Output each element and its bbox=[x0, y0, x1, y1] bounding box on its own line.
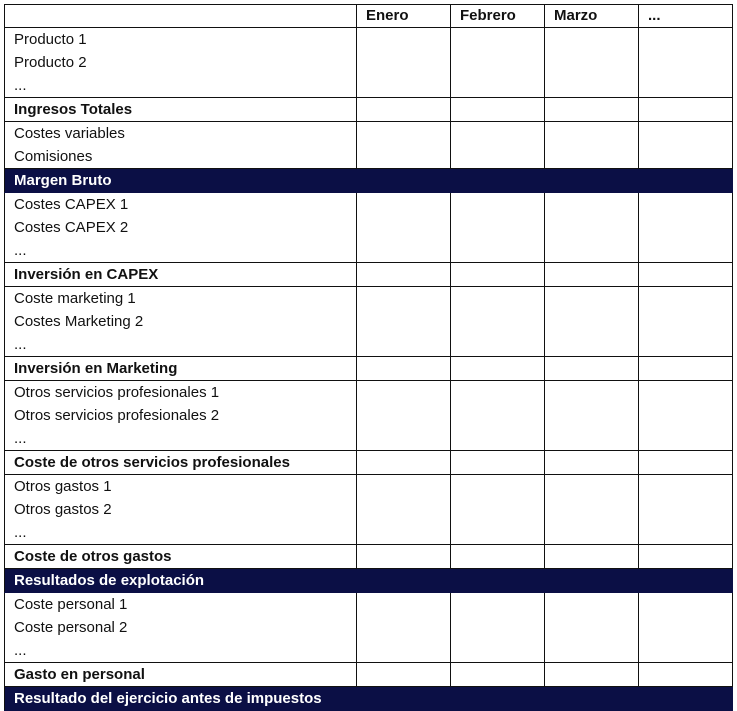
band-row-resultado-antes-impuestos bbox=[5, 687, 733, 711]
line-item: Coste personal 2 bbox=[14, 619, 128, 636]
label-cell bbox=[5, 193, 357, 263]
value-cell-febrero[interactable] bbox=[451, 381, 545, 451]
line-item: Otros gastos 2 bbox=[14, 501, 112, 518]
value-cell-marzo[interactable] bbox=[545, 545, 639, 569]
value-cell-enero[interactable] bbox=[357, 687, 451, 711]
value-cell-marzo[interactable] bbox=[545, 28, 639, 98]
value-cell-marzo[interactable] bbox=[545, 451, 639, 475]
detail-row-variable-costs bbox=[5, 122, 733, 169]
line-item-ellipsis: ... bbox=[14, 336, 27, 353]
label-cell bbox=[5, 687, 357, 711]
total-label: Inversión en Marketing bbox=[14, 360, 178, 377]
label-cell bbox=[5, 663, 357, 687]
label-cell bbox=[5, 545, 357, 569]
value-cell-febrero[interactable] bbox=[451, 287, 545, 357]
value-cell-marzo[interactable] bbox=[545, 357, 639, 381]
line-item: Coste marketing 1 bbox=[14, 290, 136, 307]
header-month-enero: Enero bbox=[357, 5, 451, 28]
value-cell-marzo[interactable] bbox=[545, 169, 639, 193]
label-cell bbox=[5, 569, 357, 593]
value-cell-febrero[interactable] bbox=[451, 169, 545, 193]
label-cell bbox=[5, 475, 357, 545]
header-month-marzo: Marzo bbox=[545, 5, 639, 28]
total-label: Coste de otros servicios profesionales bbox=[14, 454, 290, 471]
label-cell bbox=[5, 98, 357, 122]
line-item: Otros servicios profesionales 1 bbox=[14, 384, 220, 401]
band-label: Resultados de explotación bbox=[14, 572, 205, 589]
value-cell-enero[interactable] bbox=[357, 381, 451, 451]
detail-row-marketing bbox=[5, 287, 733, 357]
value-cell-more[interactable] bbox=[639, 357, 733, 381]
value-cell-more[interactable] bbox=[639, 287, 733, 357]
total-label: Coste de otros gastos bbox=[14, 548, 172, 565]
total-row-professional-services bbox=[5, 451, 733, 475]
value-cell-marzo[interactable] bbox=[545, 569, 639, 593]
total-row-personnel bbox=[5, 663, 733, 687]
value-cell-febrero[interactable] bbox=[451, 687, 545, 711]
value-cell-more[interactable] bbox=[639, 28, 733, 98]
value-cell-more[interactable] bbox=[639, 475, 733, 545]
value-cell-febrero[interactable] bbox=[451, 98, 545, 122]
value-cell-marzo[interactable] bbox=[545, 475, 639, 545]
label-cell bbox=[5, 451, 357, 475]
label-cell bbox=[5, 381, 357, 451]
header-label-cell bbox=[5, 5, 357, 28]
line-item-ellipsis: ... bbox=[14, 77, 27, 94]
line-item: Coste personal 1 bbox=[14, 596, 128, 613]
detail-row-products bbox=[5, 28, 733, 98]
value-cell-marzo[interactable] bbox=[545, 98, 639, 122]
value-cell-febrero[interactable] bbox=[451, 357, 545, 381]
header-month-more: ... bbox=[639, 5, 733, 28]
value-cell-enero[interactable] bbox=[357, 28, 451, 98]
value-cell-enero[interactable] bbox=[357, 663, 451, 687]
value-cell-enero[interactable] bbox=[357, 122, 451, 169]
value-cell-febrero[interactable] bbox=[451, 451, 545, 475]
value-cell-marzo[interactable] bbox=[545, 663, 639, 687]
value-cell-marzo[interactable] bbox=[545, 381, 639, 451]
line-item: Comisiones bbox=[14, 148, 93, 165]
band-label: Margen Bruto bbox=[14, 172, 112, 189]
line-item: Otros servicios profesionales 2 bbox=[14, 407, 220, 424]
value-cell-febrero[interactable] bbox=[451, 193, 545, 263]
band-label: Resultado del ejercicio antes de impuestos bbox=[14, 690, 322, 707]
line-item-ellipsis: ... bbox=[14, 242, 27, 259]
value-cell-more[interactable] bbox=[639, 263, 733, 287]
value-cell-more[interactable] bbox=[639, 593, 733, 663]
value-cell-enero[interactable] bbox=[357, 475, 451, 545]
label-cell bbox=[5, 287, 357, 357]
line-item-ellipsis: ... bbox=[14, 642, 27, 659]
value-cell-febrero[interactable] bbox=[451, 475, 545, 545]
value-cell-enero[interactable] bbox=[357, 287, 451, 357]
profit-and-loss-table bbox=[4, 4, 733, 711]
value-cell-more[interactable] bbox=[639, 663, 733, 687]
detail-row-capex bbox=[5, 193, 733, 263]
detail-row-other-expenses bbox=[5, 475, 733, 545]
total-label: Ingresos Totales bbox=[14, 101, 133, 118]
value-cell-more[interactable] bbox=[639, 381, 733, 451]
detail-row-personnel bbox=[5, 593, 733, 663]
value-cell-marzo[interactable] bbox=[545, 263, 639, 287]
line-item: Costes CAPEX 2 bbox=[14, 219, 129, 236]
value-cell-enero[interactable] bbox=[357, 169, 451, 193]
value-cell-enero[interactable] bbox=[357, 193, 451, 263]
total-row-marketing bbox=[5, 357, 733, 381]
value-cell-enero[interactable] bbox=[357, 569, 451, 593]
value-cell-enero[interactable] bbox=[357, 98, 451, 122]
value-cell-febrero[interactable] bbox=[451, 28, 545, 98]
value-cell-enero[interactable] bbox=[357, 545, 451, 569]
value-cell-more[interactable] bbox=[639, 687, 733, 711]
label-cell bbox=[5, 357, 357, 381]
value-cell-enero[interactable] bbox=[357, 451, 451, 475]
value-cell-more[interactable] bbox=[639, 545, 733, 569]
value-cell-marzo[interactable] bbox=[545, 287, 639, 357]
value-cell-febrero[interactable] bbox=[451, 263, 545, 287]
line-item: Costes CAPEX 1 bbox=[14, 196, 129, 213]
value-cell-more[interactable] bbox=[639, 98, 733, 122]
label-cell bbox=[5, 593, 357, 663]
detail-row-professional-services bbox=[5, 381, 733, 451]
value-cell-more[interactable] bbox=[639, 451, 733, 475]
line-item: Producto 1 bbox=[14, 31, 87, 48]
total-label: Inversión en CAPEX bbox=[14, 266, 159, 283]
value-cell-enero[interactable] bbox=[357, 593, 451, 663]
value-cell-febrero[interactable] bbox=[451, 545, 545, 569]
band-row-margen-bruto bbox=[5, 169, 733, 193]
header-month-febrero: Febrero bbox=[451, 5, 545, 28]
line-item-ellipsis: ... bbox=[14, 524, 27, 541]
value-cell-marzo[interactable] bbox=[545, 687, 639, 711]
band-row-resultados-explotacion bbox=[5, 569, 733, 593]
value-cell-marzo[interactable] bbox=[545, 593, 639, 663]
line-item: Producto 2 bbox=[14, 54, 87, 71]
total-row-other-expenses bbox=[5, 545, 733, 569]
value-cell-enero[interactable] bbox=[357, 357, 451, 381]
line-item: Costes variables bbox=[14, 125, 125, 142]
value-cell-marzo[interactable] bbox=[545, 122, 639, 169]
total-row-ingresos bbox=[5, 98, 733, 122]
line-item-ellipsis: ... bbox=[14, 430, 27, 447]
value-cell-more[interactable] bbox=[639, 569, 733, 593]
header-row bbox=[5, 5, 733, 28]
line-item: Otros gastos 1 bbox=[14, 478, 112, 495]
label-cell bbox=[5, 263, 357, 287]
value-cell-more[interactable] bbox=[639, 122, 733, 169]
total-row-capex bbox=[5, 263, 733, 287]
value-cell-marzo[interactable] bbox=[545, 193, 639, 263]
label-cell bbox=[5, 28, 357, 98]
value-cell-febrero[interactable] bbox=[451, 569, 545, 593]
value-cell-enero[interactable] bbox=[357, 263, 451, 287]
label-cell bbox=[5, 169, 357, 193]
value-cell-febrero[interactable] bbox=[451, 122, 545, 169]
value-cell-febrero[interactable] bbox=[451, 663, 545, 687]
value-cell-more[interactable] bbox=[639, 169, 733, 193]
value-cell-febrero[interactable] bbox=[451, 593, 545, 663]
total-label: Gasto en personal bbox=[14, 666, 145, 683]
value-cell-more[interactable] bbox=[639, 193, 733, 263]
label-cell bbox=[5, 122, 357, 169]
line-item: Costes Marketing 2 bbox=[14, 313, 144, 330]
